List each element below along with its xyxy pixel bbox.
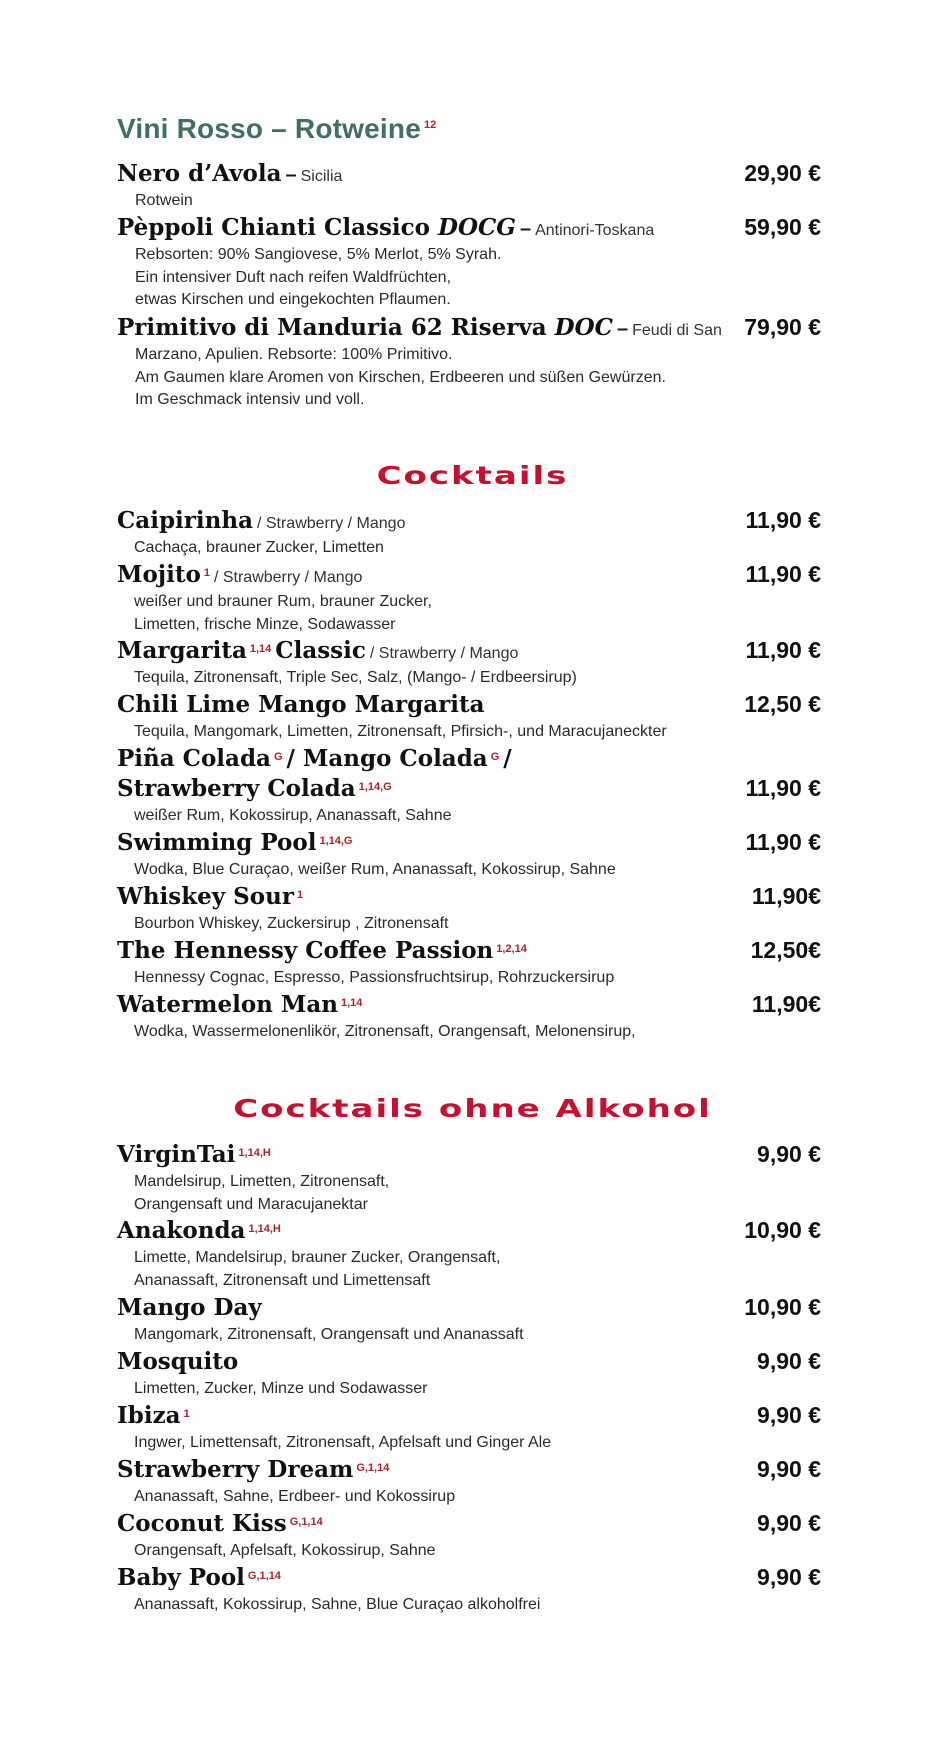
item-name-2: / Mango Colada: [286, 745, 488, 772]
item-name: Chili Lime Mango Margarita: [117, 691, 485, 718]
menu-item: [117, 1141, 821, 1216]
item-note: G,1,14: [289, 1515, 323, 1528]
item-price: 9,90 €: [757, 1564, 821, 1590]
item-name: Mojito: [117, 561, 201, 588]
item-description: Wodka, Wassermelonenlikör, Zitronensaft, Orangensaft, Melonensirup,: [134, 1023, 636, 1040]
item-price: 9,90 €: [757, 1141, 821, 1167]
item-note: G: [273, 750, 283, 763]
item-description: Tequila, Mangomark, Limetten, Zitronensaft, Pfirsich-, und Maracujaneckter: [134, 723, 667, 740]
item-description: Orangensaft und Maracujanektar: [134, 1195, 368, 1213]
item-price: 10,90 €: [744, 1217, 821, 1243]
item-description: Limette, Mandelsirup, brauner Zucker, Orangensaft,: [134, 1249, 501, 1266]
item-price: 79,90 €: [744, 314, 821, 340]
menu-item: [117, 883, 821, 936]
menu-item: Nero d’Avola – Sicilia 29,90 € Rotwein: [117, 160, 821, 213]
item-description: Ananassaft, Sahne, Erdbeer- und Kokossirup: [134, 1488, 456, 1505]
item-description: Mangomark, Zitronensaft, Orangensaft und Ananassaft: [134, 1326, 524, 1343]
item-price: 9,90 €: [757, 1510, 821, 1536]
item-description: Ananassaft, Kokossirup, Sahne, Blue Curaçao alkoholfrei: [134, 1596, 541, 1613]
item-variants: / Strawberry / Mango: [369, 645, 519, 662]
wine-section-note: 12: [423, 118, 437, 131]
item-name-2: Classic: [275, 637, 366, 664]
item-variants: / Strawberry / Mango: [256, 515, 406, 532]
item-name: Coconut Kiss: [117, 1510, 287, 1537]
item-note: 1: [203, 566, 210, 579]
item-variants: / Strawberry / Mango: [213, 569, 363, 586]
item-name: Mango Day: [117, 1294, 262, 1321]
item-price: 9,90 €: [757, 1456, 821, 1482]
menu-item: Primitivo di Manduria 62 Riserva DOC – Feudi di San 79,90 € Marzano, Apulien. Rebsorte: 100% Primitivo. Am Gaumen klare Aromen von Kirschen, Erdbeeren und süßen Gewürzen. Im Geschmack intensiv und voll.: [117, 314, 821, 412]
menu-item: [117, 1348, 821, 1401]
item-price: 11,90 €: [745, 637, 821, 663]
item-note: 1,14: [340, 996, 363, 1009]
wine-section-title: Vini Rosso – Rotweine $^{12}$: [117, 113, 437, 144]
item-description: Cachaça, brauner Zucker, Limetten: [134, 539, 384, 556]
item-price: 10,90 €: [744, 1294, 821, 1320]
item-name: Whiskey Sour: [117, 883, 294, 910]
item-name: Ibiza: [117, 1402, 181, 1429]
item-name: Primitivo di Manduria 62 Riserva: [117, 314, 547, 341]
item-description: Ingwer, Limettensaft, Zitronensaft, Apfelsaft und Ginger Ale: [134, 1434, 552, 1451]
item-price: 59,90 €: [744, 214, 821, 240]
item-note: G,1,14: [356, 1461, 390, 1474]
item-region: Antinori-Toskana: [535, 222, 655, 239]
item-description: weißer Rum, Kokossirup, Ananassaft, Sahne: [134, 807, 452, 824]
menu-item: [117, 691, 821, 744]
item-description: Ein intensiver Duft nach reifen Waldfrüchten,: [135, 268, 452, 286]
item-name: Baby Pool: [117, 1564, 245, 1591]
item-description: Limetten, frische Minze, Sodawasser: [134, 615, 396, 633]
item-name: Piña Colada: [117, 745, 271, 772]
item-region: Feudi di San: [632, 322, 722, 339]
item-name: Caipirinha: [117, 507, 253, 534]
menu-item: [117, 561, 821, 636]
item-description: Rotwein: [135, 192, 193, 209]
item-description: etwas Kirschen und eingekochten Pflaumen.: [135, 291, 451, 308]
item-note: 1: [296, 888, 304, 901]
item-note-3: 1,14,G: [358, 780, 392, 793]
menu-item: [117, 1402, 821, 1455]
item-price: 11,90 €: [745, 775, 821, 801]
item-description: Wodka, Blue Curaçao, weißer Rum, Ananassaft, Kokossirup, Sahne: [134, 861, 616, 878]
item-description: Im Geschmack intensiv und voll.: [135, 391, 365, 408]
item-price: 11,90 €: [745, 829, 821, 855]
item-description: Mandelsirup, Limetten, Zitronensaft,: [134, 1173, 390, 1190]
item-description: Orangensaft, Apfelsaft, Kokossirup, Sahne: [134, 1542, 436, 1559]
menu-item: [117, 829, 821, 882]
nonalcoholic-section-title: Cocktails ohne Alkohol: [233, 1094, 712, 1124]
item-note: 1,14: [249, 642, 272, 655]
menu-item: [117, 991, 821, 1044]
item-description: Bourbon Whiskey, Zuckersirup , Zitronensaft: [134, 915, 449, 932]
menu-item: [117, 637, 821, 690]
item-price: 11,90€: [751, 883, 821, 909]
item-region: Sicilia: [300, 168, 343, 185]
menu-item: [117, 507, 821, 560]
menu-item: [117, 937, 821, 990]
item-price: 12,50€: [750, 937, 821, 963]
menu-item: Pèppoli Chianti Classico DOCG – Antinori-Toskana 59,90 € Rebsorten: 90% Sangiovese, 5% Merlot, 5% Syrah. Ein intensiver Duft nach reifen Waldfrüchten, etwas Kirschen und eingekochten Pflaumen.: [117, 214, 821, 312]
item-price: 29,90 €: [744, 160, 821, 186]
item-description: Marzano, Apulien. Rebsorte: 100% Primitivo.: [135, 346, 453, 363]
menu-item: [117, 1564, 821, 1617]
item-description: Am Gaumen klare Aromen von Kirschen, Erdbeeren und süßen Gewürzen.: [135, 368, 666, 386]
item-name-3: Strawberry Colada: [117, 775, 356, 802]
item-note: 1: [183, 1407, 190, 1420]
item-name: VirginTai: [117, 1141, 236, 1168]
item-description: Tequila, Zitronensaft, Triple Sec, Salz, (Mango- / Erdbeersirup): [134, 669, 577, 686]
menu-item: [117, 1217, 821, 1292]
item-price: 9,90 €: [757, 1402, 821, 1428]
menu-item: [117, 1294, 821, 1347]
item-description: Hennessy Cognac, Espresso, Passionsfruchtsirup, Rohrzuckersirup: [134, 969, 615, 986]
menu-item: Piña Colada $^G$ / Mango Colada $^G$ / Strawberry Colada $^{1,14,G}$ 11,90 € weißer Rum, Kokossirup, Ananassaft, Sahne: [117, 745, 821, 828]
item-price: 12,50 €: [744, 691, 821, 717]
item-note: 1,14,G: [319, 834, 353, 847]
item-note: G,1,14: [247, 1569, 281, 1582]
item-name: Watermelon Man: [117, 991, 338, 1018]
item-note: 1,14,H: [248, 1222, 281, 1235]
item-name: Margarita: [117, 637, 247, 664]
item-name: Pèppoli Chianti Classico: [117, 214, 430, 241]
item-name: Swimming Pool: [117, 829, 317, 856]
menu-item: [117, 1510, 821, 1563]
item-price: 11,90 €: [745, 507, 821, 533]
item-price: 11,90€: [751, 991, 821, 1017]
item-description: Rebsorten: 90% Sangiovese, 5% Merlot, 5% Syrah.: [135, 246, 502, 263]
item-name: Strawberry Dream: [117, 1456, 354, 1483]
item-classification: DOCG: [438, 214, 516, 241]
item-description: Limetten, Zucker, Minze und Sodawasser: [134, 1380, 428, 1397]
item-description: Ananassaft, Zitronensaft und Limettensaft: [134, 1271, 431, 1289]
item-classification: DOC: [554, 314, 613, 341]
item-price: 11,90 €: [745, 561, 821, 587]
item-name: Anakonda: [117, 1217, 246, 1244]
item-name: The Hennessy Coffee Passion: [117, 937, 494, 964]
item-price: 9,90 €: [757, 1348, 821, 1374]
cocktails-section-title: Cocktails: [376, 461, 569, 491]
item-note: 1,2,14: [496, 942, 527, 955]
item-note: 1,14,H: [238, 1146, 271, 1159]
menu-item: [117, 1456, 821, 1509]
item-description: weißer und brauner Rum, brauner Zucker,: [134, 593, 432, 610]
item-note-2: G: [490, 750, 500, 763]
item-name: Nero d’Avola: [117, 160, 282, 187]
item-name: Mosquito: [117, 1348, 239, 1375]
